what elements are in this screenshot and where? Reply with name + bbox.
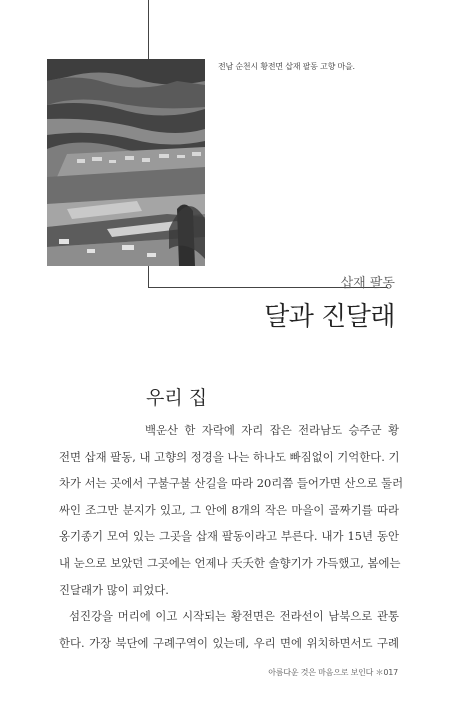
page-footer: 아름다운 것은 마음으로 보인다 ＊017 xyxy=(268,668,398,677)
body-line: 진달래가 많이 피었다. xyxy=(59,582,169,597)
body-line: 내 눈으로 보았던 그곳에는 언제나 夭夭한 솔향기가 가득했고, 봄에는 xyxy=(59,555,401,570)
village-photo xyxy=(47,59,205,266)
body-line: 싸인 조그만 분지가 있고, 그 안에 8개의 작은 마을이 골짜기를 따라 xyxy=(59,502,399,517)
photo-caption: 전남 순천시 황전면 삽재 팔동 고향 마을. xyxy=(218,62,355,71)
section-heading: 우리 집 xyxy=(146,387,208,409)
body-line: 옹기종기 모여 있는 그곳을 삽재 팔동이라고 부른다. 내가 15년 동안 xyxy=(59,529,399,544)
body-line: 한다. 가장 북단에 구례구역이 있는데, 우리 면에 위치하면서도 구례 xyxy=(59,635,399,650)
body-text xyxy=(59,417,404,656)
body-line: 전면 삽재 팔동, 내 고향의 정경을 나는 하나도 빠짐없이 기억한다. 기 xyxy=(59,449,400,464)
chapter-title: 달과 진달래 xyxy=(264,302,395,332)
village-landscape-photo xyxy=(47,59,205,266)
chapter-kicker: 삽재 팔동 xyxy=(340,276,395,291)
body-line: 백운산 한 자락에 자리 잡은 전라남도 승주군 황 xyxy=(145,423,399,437)
body-line: 섬진강을 머리에 이고 시작되는 황전면은 전라선이 남북으로 관통 xyxy=(69,609,399,624)
body-line: 차가 서는 곳에서 구불구불 산길을 따라 20리쯤 들어가면 산으로 둘러 xyxy=(59,476,404,491)
